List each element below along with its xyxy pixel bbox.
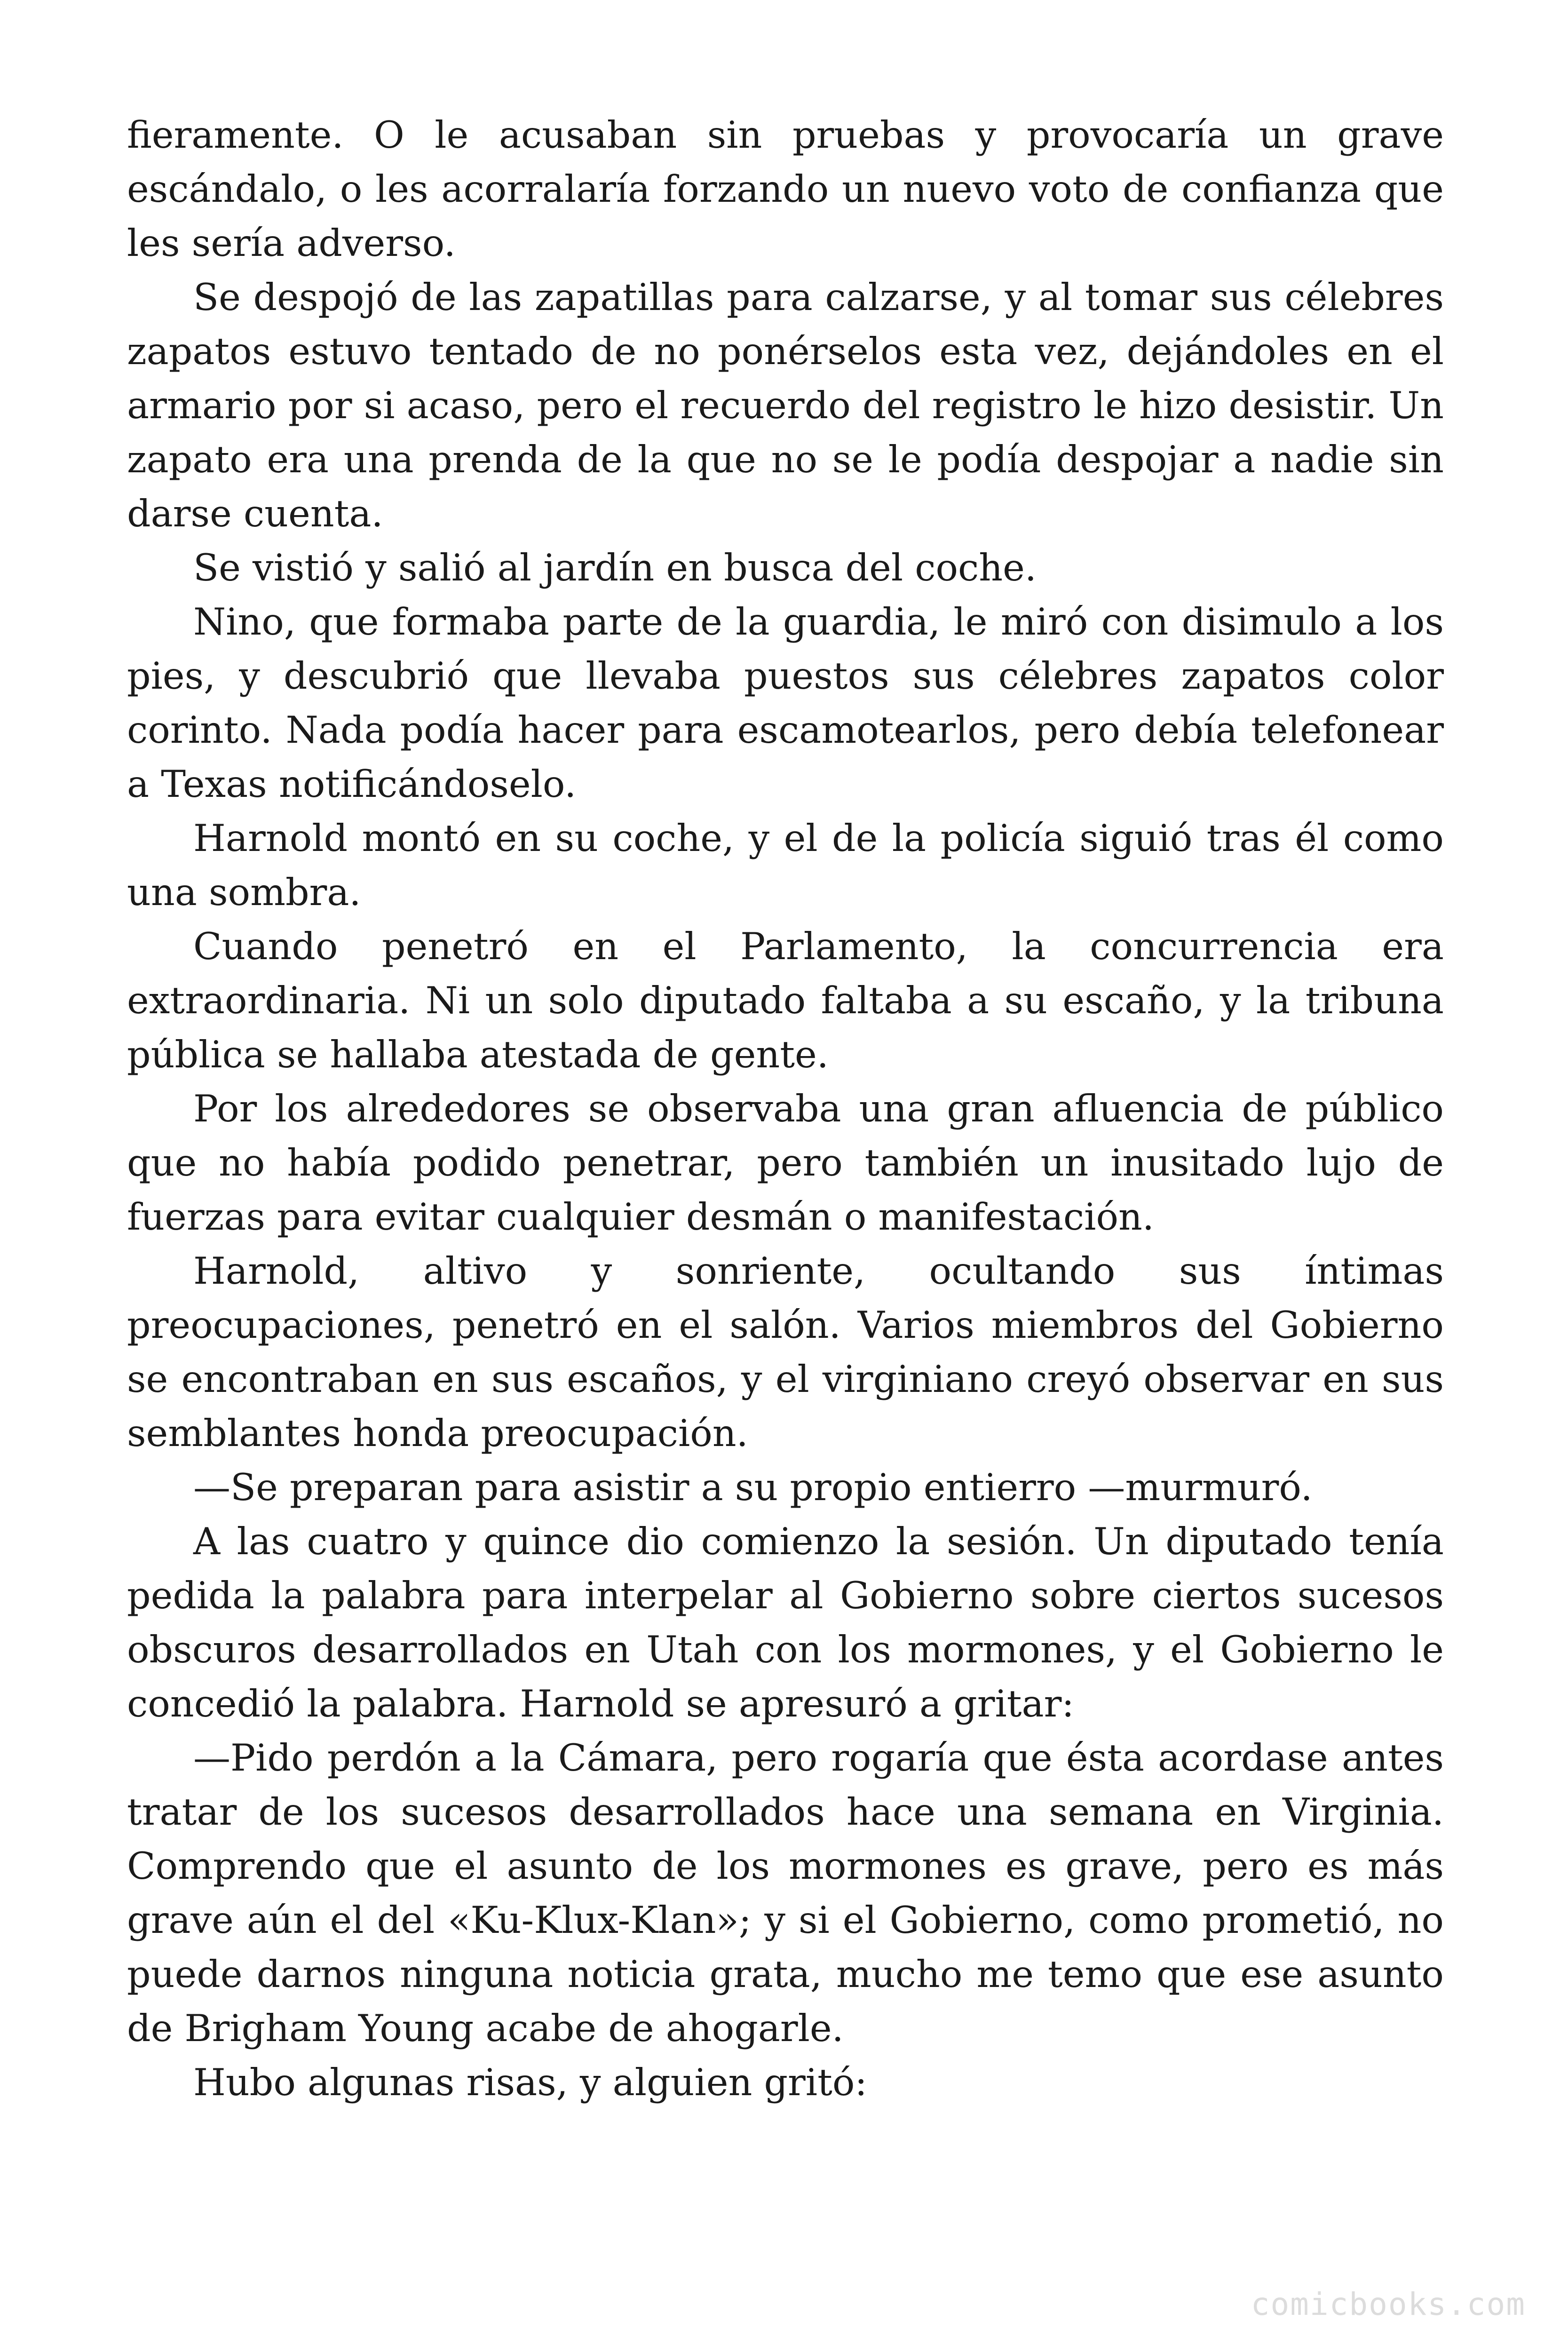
paragraph: Se despojó de las zapatillas para calzarse, y al tomar sus célebres zapatos estuvo tentado de no ponérselos esta vez, dejándoles en el armario por si acaso, pero el recuerdo del registro le hizo desistir. Un zapato era una prenda de la que no se le podía despojar a nadie sin darse cuenta. bbox=[127, 276, 1444, 535]
paragraph: Harnold montó en su coche, y el de la policía siguió tras él como una sombra. bbox=[127, 817, 1444, 914]
paragraph: —Se preparan para asistir a su propio entierro —murmuró. bbox=[193, 1466, 1313, 1509]
paragraph: Harnold, altivo y sonriente, ocultando sus íntimas preocupaciones, penetró en el salón. Varios miembros del Gobierno se encontraban en sus escaños, y el virginiano creyó observar en sus semblantes honda preocupación. bbox=[127, 1249, 1444, 1455]
paragraph: Se vistió y salió al jardín en busca del coche. bbox=[193, 546, 1037, 589]
paragraph: Hubo algunas risas, y alguien gritó: bbox=[193, 2061, 867, 2104]
paragraph: Nino, que formaba parte de la guardia, le miró con disimulo a los pies, y descubrió que llevaba puestos sus célebres zapatos color corinto. Nada podía hacer para escamotearlos, pero debía telefonear a Texas notificándoselo. bbox=[127, 600, 1444, 806]
paragraph: —Pido perdón a la Cámara, pero rogaría que ésta acordase antes tratar de los sucesos desarrollados hace una semana en Virginia. Comprendo que el asunto de los mormones es grave, pero es más grave aún el del «Ku-Klux-Klan»; y si el Gobierno, como prometió, no puede darnos ninguna noticia grata, mucho me temo que ese asunto de Brigham Young acabe de ahogarle. bbox=[127, 1736, 1444, 2050]
paragraph: fieramente. O le acusaban sin pruebas y provocaría un grave escándalo, o les acorralaría forzando un nuevo voto de confianza que les sería adverso. bbox=[127, 113, 1444, 265]
page-body bbox=[127, 108, 1444, 2225]
paragraph: Por los alrededores se observaba una gran afluencia de público que no había podido penetrar, pero también un inusitado lujo de fuerzas para evitar cualquier desmán o manifestación. bbox=[127, 1087, 1444, 1239]
watermark: comicbooks.com bbox=[1251, 2286, 1526, 2322]
paragraph: A las cuatro y quince dio comienzo la sesión. Un diputado tenía pedida la palabra para interpelar al Gobierno sobre ciertos sucesos obscuros desarrollados en Utah con los mormones, y el Gobierno le concedió la palabra. Harnold se apresuró a gritar: bbox=[127, 1520, 1444, 1725]
paragraph: Cuando penetró en el Parlamento, la concurrencia era extraordinaria. Ni un solo diputado faltaba a su escaño, y la tribuna pública se hallaba atestada de gente. bbox=[127, 925, 1444, 1076]
